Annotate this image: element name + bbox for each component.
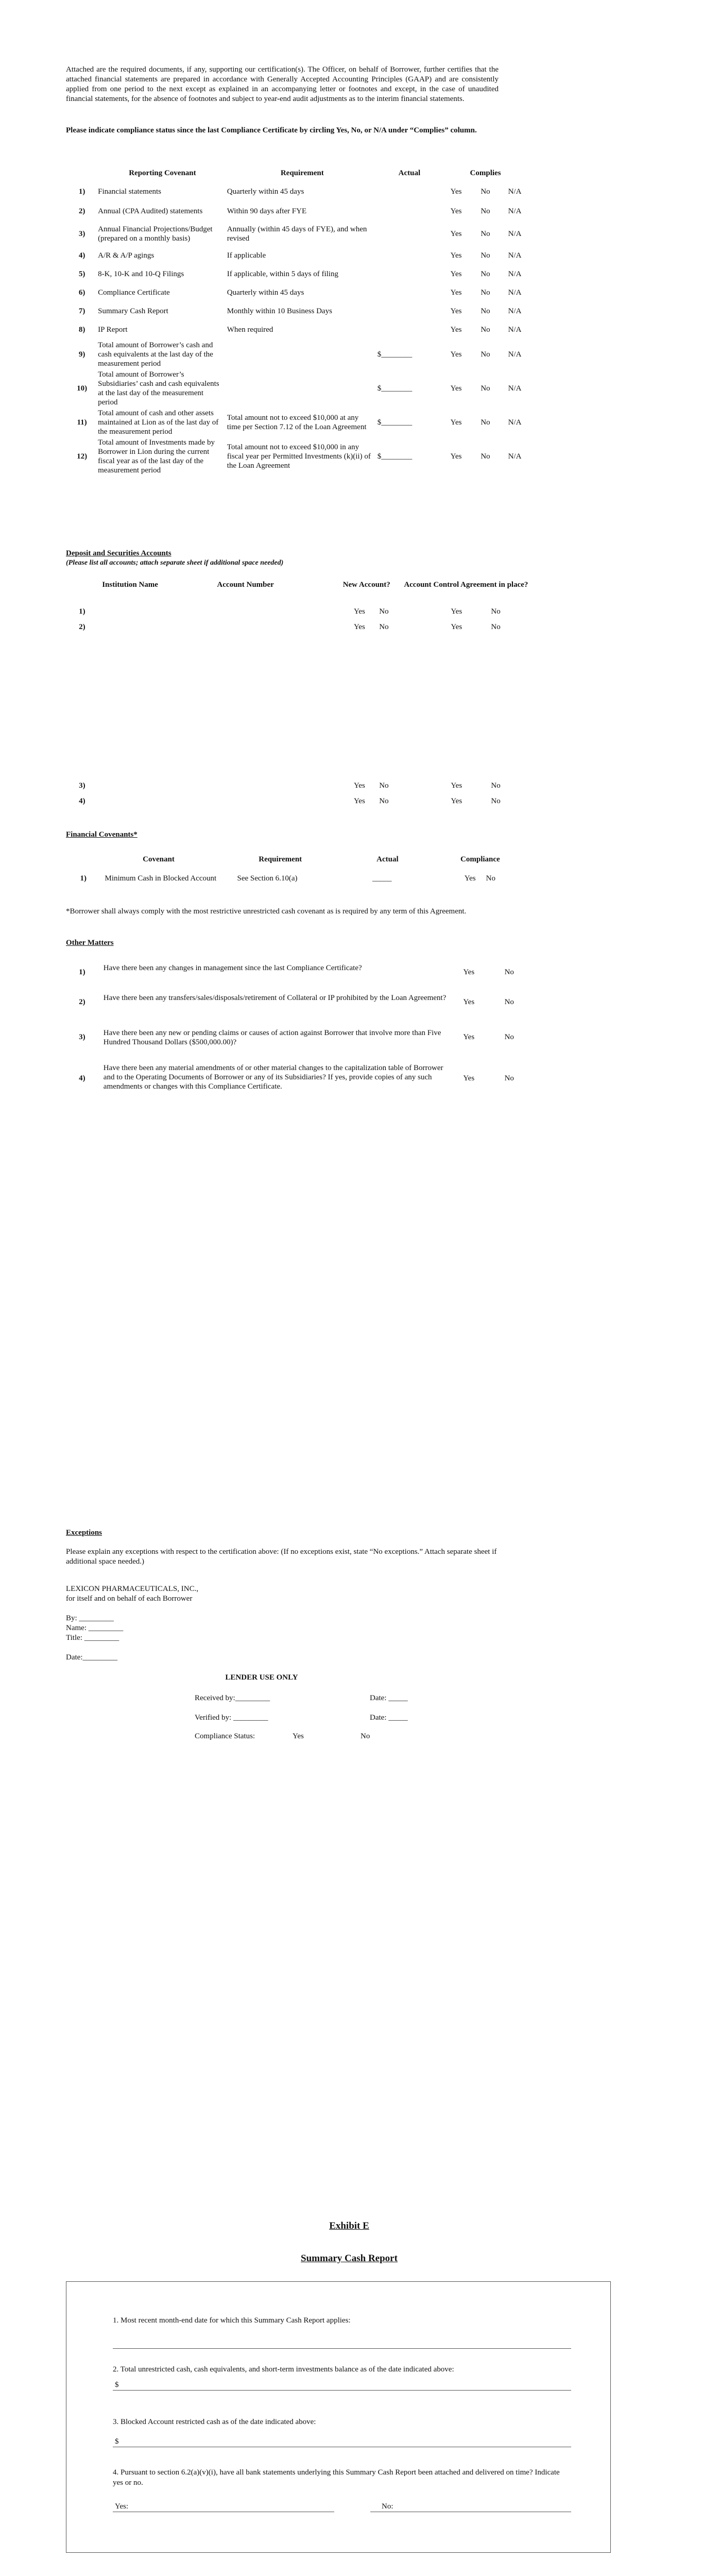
- requirement-cell: Annually (within 45 days of FYE), and when revised: [227, 225, 367, 243]
- row-number: 1): [79, 607, 85, 616]
- question-text: Have there been any new or pending claims or causes of action against Borrower that involve more than Five Hundred Thousand Dollars ($500,000.00)?: [103, 1029, 441, 1046]
- requirement-cell: Within 90 days after FYE: [227, 207, 307, 215]
- yes-option[interactable]: Yes: [450, 207, 462, 215]
- new-account-yes[interactable]: Yes: [353, 797, 365, 805]
- yes-option[interactable]: Yes: [450, 230, 462, 238]
- row-number: 2): [79, 623, 85, 631]
- reporting-row: [66, 320, 529, 339]
- covenant-cell: IP Report: [98, 326, 128, 334]
- na-option[interactable]: N/A: [508, 270, 522, 278]
- signature-date[interactable]: Date:_________: [66, 1653, 117, 1662]
- covenant-cell: A/R & A/P agings: [98, 251, 155, 260]
- signature-by[interactable]: By: _________: [66, 1614, 114, 1622]
- new-account-yes[interactable]: Yes: [353, 607, 365, 616]
- financial-row: [66, 868, 529, 889]
- status-no[interactable]: No: [361, 1732, 370, 1740]
- covenant-cell: Total amount of Borrower’s Subsidiaries’ cash and cash equivalents at the last day of the measurement period: [98, 370, 219, 406]
- row-number: 4): [79, 797, 85, 805]
- reporting-row: [66, 339, 529, 370]
- deposit-row: [66, 619, 529, 635]
- header-account-number: Account Number: [217, 581, 274, 589]
- requirement-cell: See Section 6.10(a): [237, 874, 298, 883]
- row-number: 2): [78, 207, 85, 215]
- no-option[interactable]: No: [504, 998, 514, 1006]
- deposit-accounts-header: [66, 577, 529, 592]
- received-date[interactable]: Date: _____: [370, 1694, 408, 1702]
- compliance-instruction: Please indicate compliance status since the last Compliance Certificate by circling Yes, No, or N/A under “Complies” column.: [66, 126, 477, 134]
- control-yes[interactable]: Yes: [451, 607, 462, 616]
- yes-label: Yes:: [115, 2502, 128, 2511]
- exhibit-title: Exhibit E: [329, 2221, 369, 2231]
- new-account-yes[interactable]: Yes: [353, 623, 365, 631]
- deposit-row: [66, 793, 529, 809]
- account-number-blank[interactable]: [214, 604, 328, 619]
- signature-title[interactable]: Title: _________: [66, 1634, 119, 1642]
- na-option[interactable]: N/A: [508, 384, 522, 393]
- requirement-cell: When required: [227, 326, 273, 334]
- requirement-cell: [227, 339, 378, 370]
- verified-by[interactable]: Verified by: _________: [195, 1714, 268, 1722]
- header-covenant: Covenant: [143, 855, 175, 863]
- reporting-row: [66, 265, 529, 283]
- row-number: 9): [78, 350, 85, 359]
- no-option[interactable]: No: [486, 874, 495, 883]
- deposit-rows-bottom: [66, 778, 529, 809]
- reporting-covenant-table: [66, 164, 529, 475]
- header-requirement: Requirement: [280, 169, 324, 177]
- question-2: 2. Total unrestricted cash, cash equivalents, and short-term investments balance as of the date indicated above:: [113, 2365, 454, 2374]
- na-option[interactable]: N/A: [508, 326, 522, 334]
- row-number: 3): [79, 1033, 85, 1041]
- yes-option[interactable]: Yes: [450, 326, 462, 334]
- no-option[interactable]: No: [481, 452, 490, 461]
- new-account-no[interactable]: No: [379, 797, 389, 805]
- no-option[interactable]: No: [481, 418, 490, 427]
- new-account-no[interactable]: No: [379, 623, 389, 631]
- header-fin-requirement: Requirement: [259, 855, 302, 863]
- institution-blank[interactable]: [98, 604, 214, 619]
- row-number: 7): [78, 307, 85, 315]
- reporting-row: [66, 201, 529, 222]
- header-institution-name: Institution Name: [102, 581, 158, 589]
- new-account-no[interactable]: No: [379, 782, 389, 790]
- no-option[interactable]: No: [481, 230, 490, 238]
- no-option[interactable]: No: [481, 188, 490, 196]
- other-matters-row: [66, 993, 529, 1007]
- question-text: Have there been any transfers/sales/disposals/retirement of Collateral or IP prohibited by the Loan Agreement?: [103, 994, 447, 1002]
- header-complies: Complies: [470, 169, 501, 177]
- no-label: No:: [382, 2502, 393, 2511]
- control-yes[interactable]: Yes: [451, 782, 462, 790]
- na-option[interactable]: N/A: [508, 230, 522, 238]
- deposit-rows-top: [66, 604, 529, 635]
- financial-covenant-table: [66, 851, 529, 889]
- financial-section-title: Financial Covenants*: [66, 831, 138, 839]
- actual-cell[interactable]: $________: [377, 452, 413, 461]
- deposit-section-title: Deposit and Securities Accounts: [66, 549, 172, 557]
- yes-option[interactable]: Yes: [464, 874, 476, 883]
- row-number: 8): [78, 326, 85, 334]
- no-option[interactable]: No: [481, 350, 490, 359]
- question-1: 1. Most recent month-end date for which this Summary Cash Report applies:: [113, 2316, 351, 2325]
- actual-cell[interactable]: [378, 222, 441, 246]
- requirement-cell: [227, 370, 378, 407]
- account-number-blank[interactable]: [214, 619, 328, 635]
- control-no[interactable]: No: [491, 607, 501, 616]
- covenant-cell: Compliance Certificate: [98, 289, 170, 297]
- row-number: 6): [78, 289, 85, 297]
- received-by[interactable]: Received by:_________: [195, 1694, 270, 1702]
- other-matters-row: [66, 1028, 529, 1047]
- no-option[interactable]: No: [481, 251, 490, 260]
- deposit-row: [66, 778, 529, 793]
- lender-title: LENDER USE ONLY: [225, 1673, 298, 1682]
- exceptions-text: Please explain any exceptions with respect to the certification above: (If no exceptions exist, state “No exceptions.” Attach separate sheet if additional space needed.): [66, 1548, 497, 1566]
- covenant-cell: 8-K, 10-K and 10-Q Filings: [98, 270, 184, 278]
- reporting-row: [66, 302, 529, 320]
- yes-option[interactable]: Yes: [450, 289, 462, 297]
- requirement-cell: Quarterly within 45 days: [227, 188, 304, 196]
- yes-option[interactable]: Yes: [450, 452, 462, 461]
- reporting-row: [66, 182, 529, 201]
- covenant-cell: Minimum Cash in Blocked Account: [105, 874, 217, 883]
- signature-name[interactable]: Name: _________: [66, 1624, 124, 1632]
- yes-option[interactable]: Yes: [463, 968, 475, 976]
- control-yes[interactable]: Yes: [451, 623, 462, 631]
- control-no[interactable]: No: [491, 797, 501, 805]
- question-4: 4. Pursuant to section 6.2(a)(v)(i), have all bank statements underlying this Summary Cash Report been attached and delivered on time? Indicate yes or no.: [113, 2468, 560, 2487]
- actual-cell[interactable]: [378, 283, 441, 302]
- yes-option[interactable]: Yes: [450, 384, 462, 393]
- no-option[interactable]: No: [481, 270, 490, 278]
- reporting-row: [66, 438, 529, 475]
- financial-note: *Borrower shall always comply with the most restrictive unrestricted cash covenant as is required by any term of this Agreement.: [66, 907, 467, 916]
- na-option[interactable]: N/A: [508, 307, 522, 315]
- new-account-yes[interactable]: Yes: [353, 782, 365, 790]
- company-sub: for itself and on behalf of each Borrower: [66, 1595, 193, 1603]
- other-matters-title: Other Matters: [66, 939, 114, 947]
- row-number: 1): [78, 188, 85, 196]
- exceptions-title: Exceptions: [66, 1529, 102, 1537]
- na-option[interactable]: N/A: [508, 452, 522, 461]
- yes-option[interactable]: Yes: [450, 418, 462, 427]
- no-option[interactable]: No: [504, 1033, 514, 1041]
- status-yes[interactable]: Yes: [293, 1732, 304, 1740]
- row-number: 11): [77, 418, 87, 427]
- actual-cell[interactable]: $________: [377, 418, 413, 427]
- no-option[interactable]: No: [481, 289, 490, 297]
- question-text: Have there been any material amendments of or other material changes to the capitalization table of Borrower and to the Operating Documents of Borrower or any of its Subsidiaries? If yes, provide copies of any such amendments or changes with this Compliance Certificate.: [103, 1064, 443, 1091]
- yes-option[interactable]: Yes: [450, 307, 462, 315]
- header-new-account: New Account?: [342, 581, 390, 589]
- no-option[interactable]: No: [481, 384, 490, 393]
- verified-date[interactable]: Date: _____: [370, 1714, 408, 1722]
- header-compliance: Compliance: [460, 855, 500, 863]
- na-option[interactable]: N/A: [508, 188, 522, 196]
- control-yes[interactable]: Yes: [451, 797, 462, 805]
- requirement-cell: If applicable, within 5 days of filing: [227, 270, 338, 278]
- row-number: 2): [79, 998, 85, 1006]
- yes-option[interactable]: Yes: [463, 998, 475, 1006]
- reporting-row: [66, 246, 529, 265]
- yes-option[interactable]: Yes: [450, 251, 462, 260]
- answer-line-2[interactable]: [113, 2390, 571, 2391]
- control-no[interactable]: No: [491, 623, 501, 631]
- na-option[interactable]: N/A: [508, 289, 522, 297]
- na-option[interactable]: N/A: [508, 418, 522, 427]
- row-number: 5): [78, 270, 85, 278]
- summary-cash-report-box: [66, 2281, 611, 2553]
- deposit-row: [66, 604, 529, 619]
- actual-cell[interactable]: [378, 246, 441, 265]
- covenant-cell: Total amount of Investments made by Borrower in Lion during the current fiscal year as of the last day of the measurement period: [98, 438, 215, 474]
- account-number-blank[interactable]: [214, 778, 328, 793]
- dollar-sign-3: $: [115, 2437, 119, 2446]
- reporting-row: [66, 370, 529, 407]
- yes-option[interactable]: Yes: [463, 1033, 475, 1041]
- actual-cell[interactable]: $________: [377, 384, 413, 393]
- no-option[interactable]: No: [504, 1074, 514, 1082]
- account-number-blank[interactable]: [214, 793, 328, 809]
- dollar-sign-2: $: [115, 2381, 119, 2389]
- signature-block: [66, 1584, 198, 1663]
- intro-paragraph: Attached are the required documents, if any, supporting our certification(s). The Officer, on behalf of Borrower, further certifies that the attached financial statements are prepared in accordance with Generally Accepted Accounting Principles (GAAP) and are consistently applied from one period to the next except as explained in an accompanying letter or footnotes and except, in the case of unaudited financial statements, for the absence of footnotes and subject to year-end audit adjustments as to the interim financial statements.: [66, 65, 499, 103]
- header-actual: Actual: [398, 169, 421, 177]
- row-number: 3): [79, 782, 85, 790]
- row-number: 12): [77, 452, 88, 461]
- new-account-no[interactable]: No: [379, 607, 389, 616]
- requirement-cell: Monthly within 10 Business Days: [227, 307, 332, 315]
- covenant-cell: Total amount of cash and other assets maintained at Lion as of the last day of the measurement period: [98, 409, 219, 436]
- other-matters-row: [66, 963, 529, 977]
- actual-cell[interactable]: [378, 302, 441, 320]
- institution-blank[interactable]: [98, 778, 214, 793]
- question-text: Have there been any changes in management since the last Compliance Certificate?: [103, 964, 362, 972]
- reporting-header-row: [66, 164, 529, 182]
- no-option[interactable]: No: [481, 307, 490, 315]
- header-fin-actual: Actual: [376, 855, 399, 863]
- yes-option[interactable]: Yes: [463, 1074, 475, 1082]
- covenant-cell: Total amount of Borrower’s cash and cash equivalents at the last day of the measurement period: [98, 341, 213, 368]
- na-option[interactable]: N/A: [508, 251, 522, 260]
- row-number: 1): [79, 968, 85, 976]
- row-number: 3): [78, 230, 85, 238]
- no-option[interactable]: No: [481, 207, 490, 215]
- deposit-section-subtitle: (Please list all accounts; attach separate sheet if additional space needed): [66, 559, 284, 567]
- actual-blank[interactable]: _____: [372, 874, 392, 883]
- yes-option[interactable]: Yes: [450, 270, 462, 278]
- no-option[interactable]: No: [481, 326, 490, 334]
- row-number: 1): [80, 874, 87, 883]
- covenant-cell: Annual Financial Projections/Budget (prepared on a monthly basis): [98, 225, 213, 243]
- requirement-cell: Total amount not to exceed $10,000 in any fiscal year per Permitted Investments (k)(ii) of the Loan Agreement: [227, 443, 371, 470]
- header-reporting-covenant: Reporting Covenant: [129, 169, 196, 177]
- requirement-cell: Total amount not to exceed $10,000 at any time per Section 7.12 of the Loan Agreement: [227, 414, 367, 431]
- requirement-cell: Quarterly within 45 days: [227, 289, 304, 297]
- yes-option[interactable]: Yes: [450, 350, 462, 359]
- institution-blank[interactable]: [98, 793, 214, 809]
- actual-cell[interactable]: [378, 201, 441, 222]
- actual-cell[interactable]: $________: [377, 350, 413, 359]
- header-account-control: Account Control Agreement in place?: [404, 581, 528, 589]
- control-no[interactable]: No: [491, 782, 501, 790]
- row-number: 10): [77, 384, 88, 393]
- answer-line-1[interactable]: [113, 2348, 571, 2349]
- question-3: 3. Blocked Account restricted cash as of the date indicated above:: [113, 2418, 316, 2426]
- row-number: 4): [79, 1074, 85, 1082]
- row-number: 4): [78, 251, 85, 260]
- yes-option[interactable]: Yes: [450, 188, 462, 196]
- na-option[interactable]: N/A: [508, 350, 522, 359]
- company-name: LEXICON PHARMACEUTICALS, INC.,: [66, 1585, 199, 1593]
- other-matters-row: [66, 1063, 529, 1091]
- actual-cell[interactable]: [378, 182, 441, 201]
- covenant-cell: Annual (CPA Audited) statements: [98, 207, 203, 215]
- no-option[interactable]: No: [504, 968, 514, 976]
- covenant-cell: Financial statements: [98, 188, 162, 196]
- exhibit-subtitle: Summary Cash Report: [301, 2253, 398, 2264]
- covenant-cell: Summary Cash Report: [98, 307, 168, 315]
- actual-cell[interactable]: [378, 320, 441, 339]
- actual-cell[interactable]: [378, 265, 441, 283]
- reporting-row: [66, 222, 529, 246]
- requirement-cell: If applicable: [227, 251, 266, 260]
- reporting-row: [66, 407, 529, 438]
- institution-blank[interactable]: [98, 619, 214, 635]
- na-option[interactable]: N/A: [508, 207, 522, 215]
- reporting-row: [66, 283, 529, 302]
- compliance-status-label: Compliance Status:: [195, 1732, 255, 1740]
